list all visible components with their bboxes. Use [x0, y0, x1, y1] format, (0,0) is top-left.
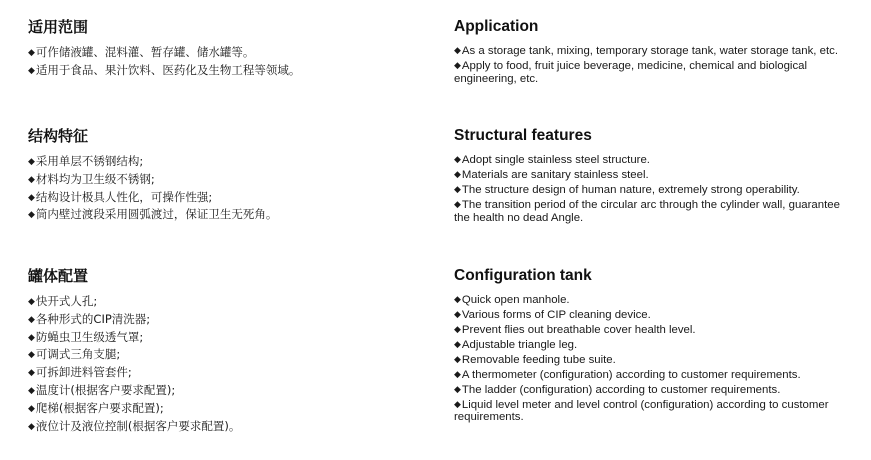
diamond-bullet-icon: ◆: [28, 314, 35, 325]
zh-section-structure: [28, 126, 428, 225]
section-heading: 罐体配置: [28, 267, 89, 285]
list-item: ◆适用于食品、果汁饮料、医药化及生物工程等领域。: [28, 62, 301, 77]
diamond-bullet-icon: ◆: [28, 403, 35, 414]
list-item: ◆Apply to food, fruit juice beverage, medicine, chemical and biological engineering, etc.: [454, 59, 808, 85]
diamond-bullet-icon: ◆: [28, 174, 35, 185]
list-item: ◆可拆卸进料管套件;: [28, 365, 132, 380]
zh-section-configuration: [28, 266, 428, 436]
list-item: ◆A thermometer (configuration) according to customer requirements.: [454, 368, 801, 381]
en-section-structure: [454, 126, 854, 227]
list-item: ◆Quick open manhole.: [454, 294, 570, 306]
list-item: ◆As a storage tank, mixing, temporary storage tank, water storage tank, etc.: [454, 45, 838, 57]
list-item: ◆可作储液罐、混料灌、暂存罐、储水罐等。: [28, 45, 255, 59]
diamond-bullet-icon: ◆: [454, 294, 461, 304]
diamond-bullet-icon: ◆: [28, 157, 35, 167]
list-item: ◆爬梯(根据客户要求配置);: [28, 400, 164, 415]
list-item: ◆The structure design of human nature, extremely strong operability.: [454, 183, 800, 196]
item-list: [28, 154, 428, 225]
diamond-bullet-icon: ◆: [454, 383, 461, 394]
diamond-bullet-icon: ◆: [28, 210, 35, 221]
diamond-bullet-icon: ◆: [454, 398, 461, 409]
diamond-bullet-icon: ◆: [454, 338, 461, 349]
diamond-bullet-icon: ◆: [454, 323, 461, 334]
item-list: [28, 294, 428, 436]
item-list: [454, 294, 854, 424]
section-heading: Structural features: [454, 127, 592, 144]
diamond-bullet-icon: ◆: [28, 385, 35, 396]
list-item: ◆Adopt single stainless steel structure.: [454, 154, 650, 166]
en-section-application: [454, 17, 854, 88]
list-item: ◆材料均为卫生级不锈钢;: [28, 171, 155, 186]
list-item: ◆可调式三角支腿;: [28, 347, 121, 362]
diamond-bullet-icon: ◆: [28, 421, 35, 432]
diamond-bullet-icon: ◆: [28, 65, 35, 76]
diamond-bullet-icon: ◆: [454, 198, 461, 209]
item-list: [454, 45, 854, 85]
item-list: [454, 154, 854, 224]
en-section-configuration: [454, 266, 854, 426]
list-item: ◆快开式人孔;: [28, 294, 98, 308]
list-item: ◆Adjustable triangle leg.: [454, 338, 578, 351]
list-item: ◆各种形式的CIP清洗器;: [28, 311, 151, 326]
diamond-bullet-icon: ◆: [28, 48, 35, 58]
diamond-bullet-icon: ◆: [28, 192, 35, 203]
list-item: ◆结构设计极具人性化，可操作性强;: [28, 189, 213, 204]
item-list: [28, 45, 428, 80]
zh-section-application: [28, 17, 428, 81]
list-item: ◆防蝇虫卫生级透气罩;: [28, 329, 144, 344]
section-heading: 结构特征: [28, 127, 89, 145]
diamond-bullet-icon: ◆: [454, 154, 461, 164]
diamond-bullet-icon: ◆: [454, 45, 461, 55]
diamond-bullet-icon: ◆: [454, 183, 461, 194]
list-item: ◆Removable feeding tube suite.: [454, 353, 616, 366]
list-item: ◆Various forms of CIP cleaning device.: [454, 308, 651, 321]
diamond-bullet-icon: ◆: [28, 350, 35, 361]
section-heading: Application: [454, 18, 539, 35]
diamond-bullet-icon: ◆: [454, 168, 461, 179]
list-item: ◆温度计(根据客户要求配置);: [28, 382, 176, 397]
section-heading: Configuration tank: [454, 267, 592, 284]
list-item: ◆Materials are sanitary stainless steel.: [454, 168, 649, 181]
diamond-bullet-icon: ◆: [28, 332, 35, 343]
diamond-bullet-icon: ◆: [28, 368, 35, 379]
diamond-bullet-icon: ◆: [454, 368, 461, 379]
list-item: ◆采用单层不锈钢结构;: [28, 154, 144, 168]
list-item: ◆The transition period of the circular arc through the cylinder wall, guarantee the health no dead Angle.: [454, 198, 840, 224]
diamond-bullet-icon: ◆: [28, 297, 35, 307]
list-item: ◆筒内壁过渡段采用圆弧渡过，保证卫生无死角。: [28, 207, 278, 222]
list-item: ◆液位计及液位控制(根据客户要求配置)。: [28, 418, 241, 433]
diamond-bullet-icon: ◆: [454, 308, 461, 319]
diamond-bullet-icon: ◆: [454, 353, 461, 364]
list-item: ◆Prevent flies out breathable cover health level.: [454, 323, 696, 336]
list-item: ◆The ladder (configuration) according to customer requirements.: [454, 383, 781, 396]
diamond-bullet-icon: ◆: [454, 59, 461, 70]
section-heading: 适用范围: [28, 18, 89, 36]
list-item: ◆Liquid level meter and level control (configuration) according to customer requirements.: [454, 398, 829, 424]
